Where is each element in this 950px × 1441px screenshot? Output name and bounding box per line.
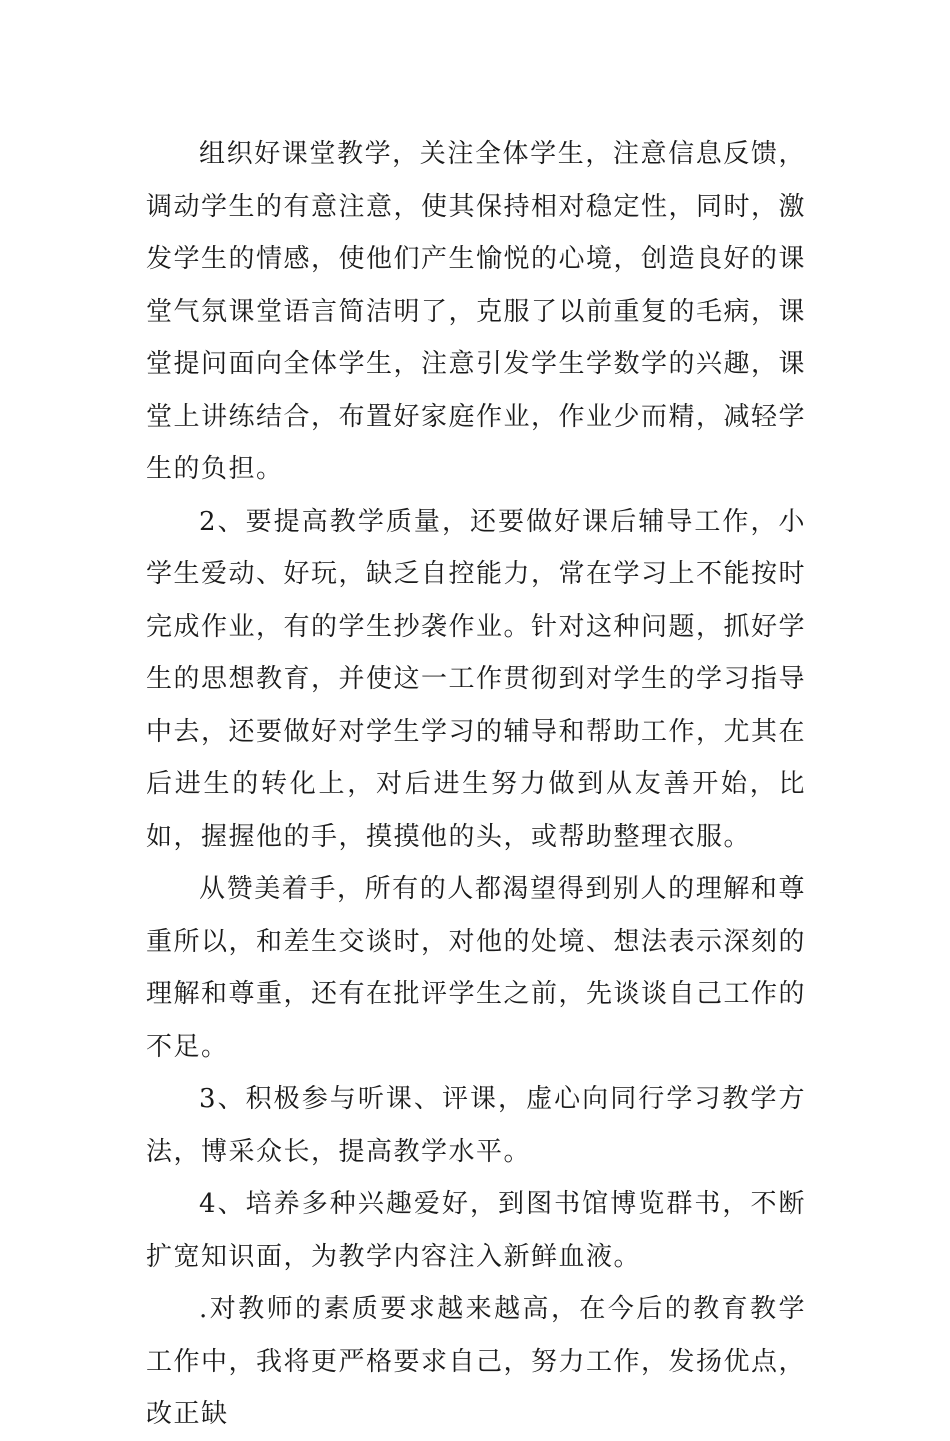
paragraph-after-class-tutoring: 2、要提高教学质量，还要做好课后辅导工作，小学生爱动、好玩，缺乏自控能力，常在学习上不能按时完成作业，有的学生抄袭作业。针对这种问题，抓好学生的思想教育，并使这一工作贯彻到对学生的学习指导中去，还要做好对学生学习的辅导和帮助工作，尤其在后进生的转化上，对后进生努力做到从友善开始，比如，握握他的手，摸摸他的头，或帮助整理衣服。	[146, 506, 807, 852]
paragraph-classroom-teaching: 组织好课堂教学，关注全体学生，注意信息反馈，调动学生的有意注意，使其保持相对稳定性，同时，激发学生的情感，使他们产生愉悦的心境，创造良好的课堂气氛课堂语言简洁明了，克服了以前重复的毛病，课堂提问面向全体学生，注意引发学生学数学的兴趣，课堂上讲练结合，布置好家庭作业，作业少而精，减轻学生的负担。	[146, 139, 807, 484]
paragraph-teacher-quality: .对教师的素质要求越来越高，在今后的教育教学工作中，我将更严格要求自己，努力工作，发扬优点，改正缺	[146, 1294, 807, 1429]
paragraph-interests: 4、培养多种兴趣爱好，到图书馆博览群书，不断扩宽知识面，为教学内容注入新鲜血液。	[146, 1189, 806, 1272]
paragraph-lesson-observation: 3、积极参与听课、评课，虚心向同行学习教学方法，博采众长，提高教学水平。	[146, 1084, 806, 1167]
document-body	[146, 128, 806, 1441]
paragraph-praise: 从赞美着手，所有的人都渴望得到别人的理解和尊重所以，和差生交谈时，对他的处境、想法表示深刻的理解和尊重，还有在批评学生之前，先谈谈自己工作的不足。	[146, 874, 807, 1062]
